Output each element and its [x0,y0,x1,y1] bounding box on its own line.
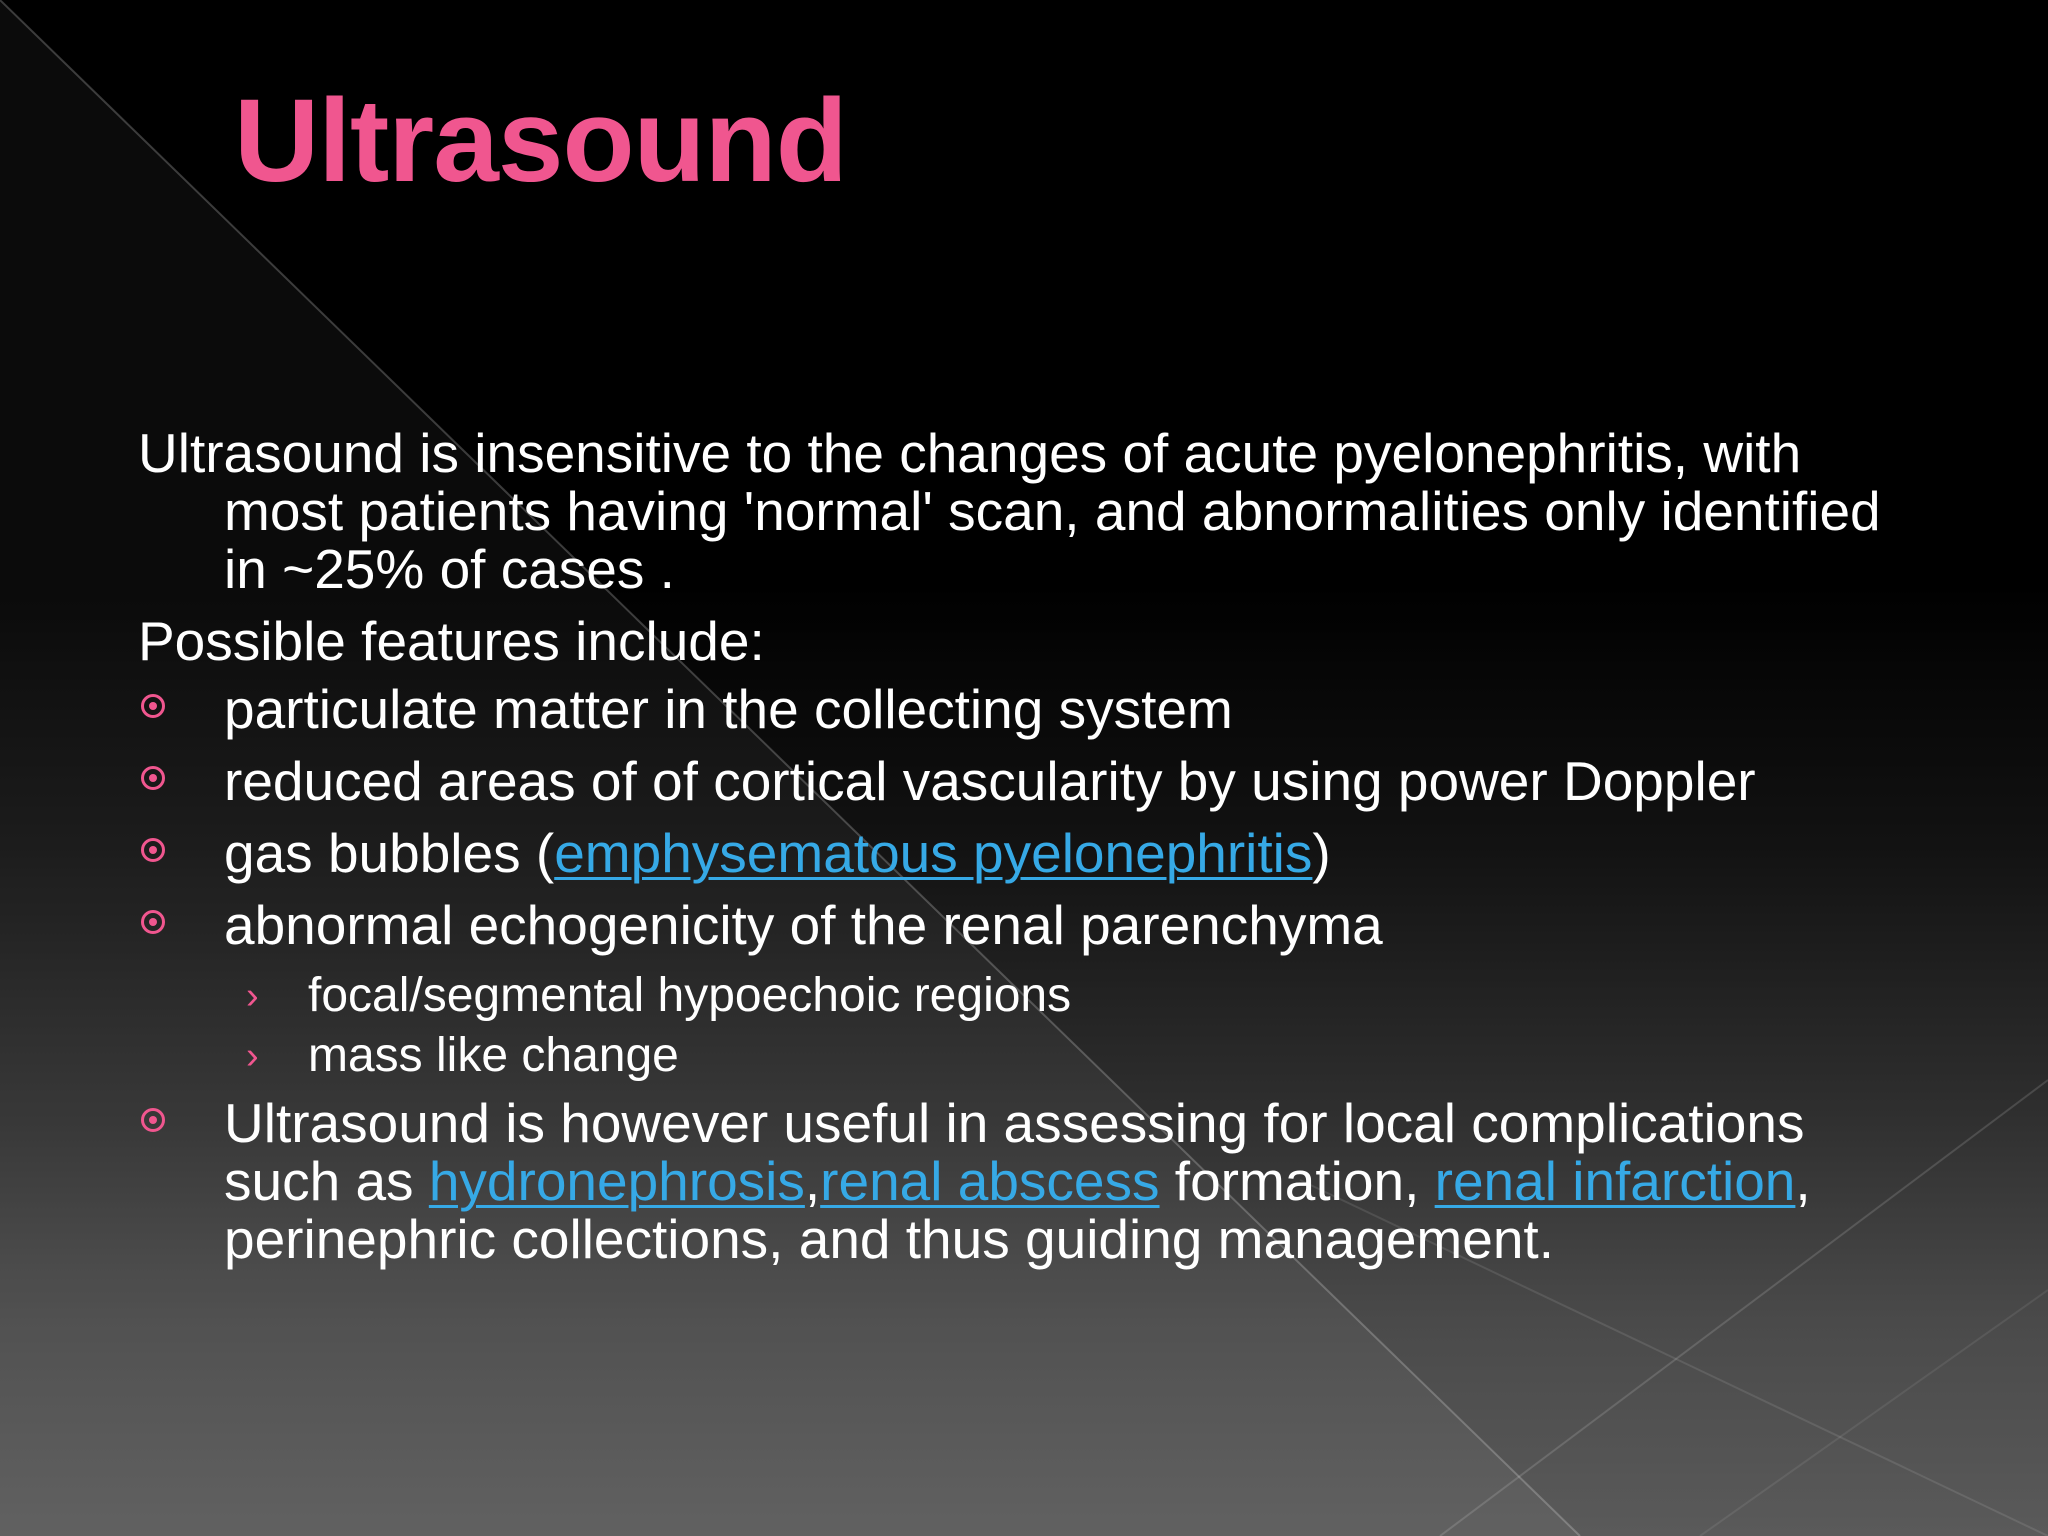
bullet-text: reduced areas of of cortical vascularity by using power Doppler [224,750,1756,812]
sub-bullet-item [138,1028,1908,1084]
chevron-right-icon: › [246,1035,259,1077]
circled-dot-icon [141,838,165,862]
features-heading: Possible features include: [138,610,765,672]
circled-dot-icon [141,1108,165,1132]
bullet-text: gas bubbles ( [224,822,555,884]
sub-bullet-list [138,968,1908,1084]
bullet-text: , perinephric collections, and thus guiding management. [224,1150,1811,1270]
sub-bullet-item [138,968,1908,1024]
bullet-text-closing: ) [1312,822,1331,884]
renal-infarction-link[interactable]: renal infarction [1434,1150,1796,1212]
bullet-item-complications [138,1094,1908,1268]
comma-text: , [804,1150,821,1212]
bullet-item-echogenicity [138,896,1908,954]
circled-dot-icon [141,766,165,790]
bullet-item-gas [138,824,1908,882]
emphysematous-pyelonephritis-link[interactable]: emphysematous pyelonephritis [554,822,1313,884]
sub-bullet-text: mass like change [308,1029,679,1082]
bullet-text: Ultrasound is however useful in assessing for local complications such as [224,1092,1805,1212]
intro-paragraph: Ultrasound is insensitive to the changes of acute pyelonephritis, with most patients having 'normal' scan, and abnormalities only identified in ~25% of cases . [138,422,1881,600]
circled-dot-icon [141,694,165,718]
renal-abscess-link[interactable]: renal abscess [820,1150,1160,1212]
bullet-text: formation, [1159,1150,1435,1212]
circled-dot-icon [141,910,165,934]
bullet-text: abnormal echogenicity of the renal parenchyma [224,894,1383,956]
hydronephrosis-link[interactable]: hydronephrosis [428,1150,805,1212]
chevron-right-icon: › [246,975,259,1017]
bullet-item [138,752,1908,810]
bullet-item [138,680,1908,738]
bullet-text: particulate matter in the collecting system [224,678,1233,740]
slide-body [138,424,1908,1282]
slide-title: Ultrasound [234,75,847,207]
sub-bullet-text: focal/segmental hypoechoic regions [308,969,1072,1022]
